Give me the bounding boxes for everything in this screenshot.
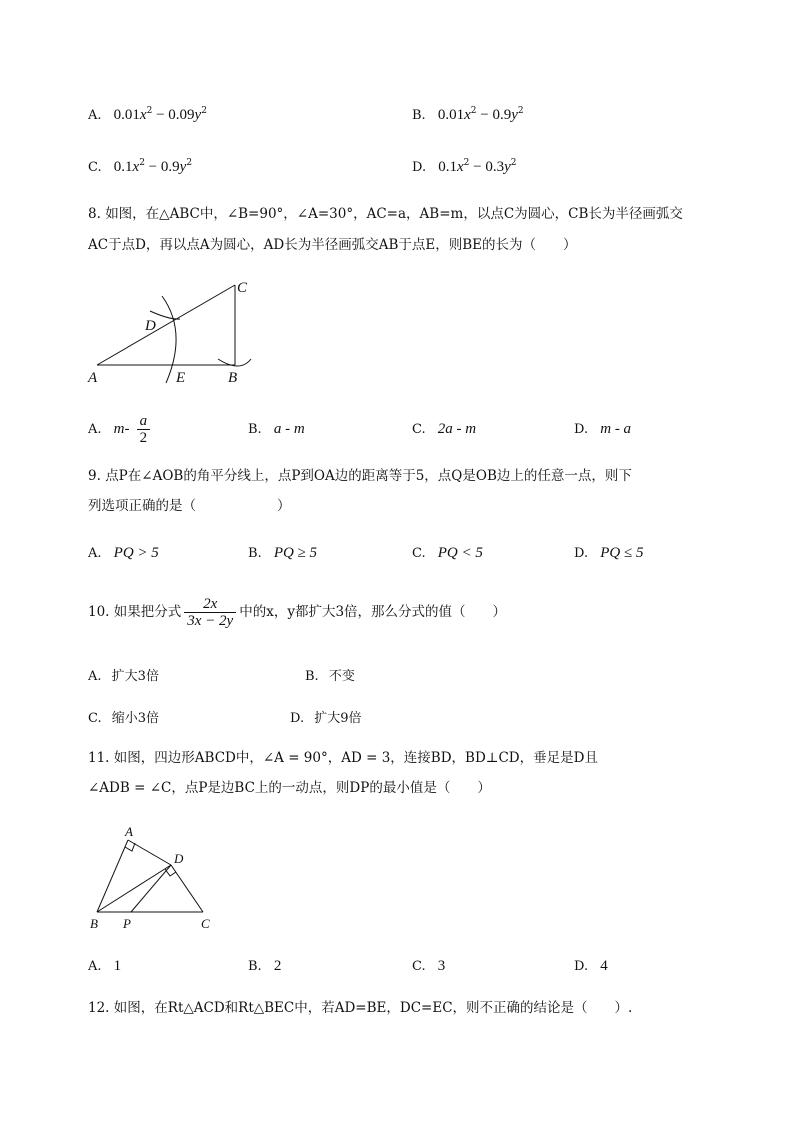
q10-option-b[interactable]: B. 不变 [305, 669, 355, 684]
segment-pd [131, 865, 171, 912]
q8-option-d[interactable]: D. m - a [574, 421, 632, 437]
q12-stem: 12. 如图，在Rt△ACD和Rt△BEC中，若AD=BE，DC=EC，则不正确的结论是（ ）. [88, 1000, 633, 1016]
segment-bd [97, 865, 171, 912]
label-e: E [176, 370, 186, 386]
label-a: A [125, 824, 133, 839]
label-c: C [237, 280, 248, 296]
label-a: A [88, 370, 98, 386]
q11-option-b[interactable]: B. 2 [248, 958, 282, 974]
q10-option-a[interactable]: A. 扩大3倍 [88, 669, 159, 684]
q11-option-c[interactable]: C. 3 [412, 958, 446, 974]
q9-option-b[interactable]: B. PQ ≥ 5 [248, 545, 318, 561]
q7-option-a[interactable]: A. $0.01x^2 - 0.09y^2$ [88, 106, 207, 123]
label-b: B [90, 916, 98, 931]
fraction: $\frac{2x}{3x - 2y}$ [184, 596, 236, 629]
label-d: D [174, 851, 184, 866]
q8-stem-line1: 8. 如图，在△ABC中，∠B=90°，∠A=30°，AC=a，AB=m，以点C为圆心，CB长为半径画弧交 [88, 206, 683, 222]
q8-stem-line2: AC于点D，再以点A为圆心，AD长为半径画弧交AB于点E，则BE的长为（ ） [88, 237, 577, 253]
q9-option-c[interactable]: C. PQ < 5 [412, 545, 483, 561]
q7-option-b[interactable]: B. $0.01x^2 - 0.9y^2$ [412, 106, 524, 123]
q10-stem: 10. 如果把分式 $\frac{2x}{3x - 2y}$ 中的x，y都扩大3倍，那么分式的值（ ） [88, 596, 507, 629]
q8-figure [80, 275, 270, 390]
q10-option-d[interactable]: D. 扩大9倍 [290, 711, 362, 726]
q9-option-a[interactable]: A. PQ > 5 [88, 545, 159, 561]
label-c: C [201, 916, 210, 931]
arc-e [162, 296, 176, 383]
label-d: D [145, 318, 156, 334]
q9-option-d[interactable]: D. PQ ≤ 5 [574, 545, 644, 561]
q7-option-c[interactable]: C. $0.1x^2 - 0.9y^2$ [88, 158, 193, 175]
q11-option-a[interactable]: A. 1 [88, 958, 122, 974]
segment-ba [97, 840, 128, 912]
q10-option-c[interactable]: C. 缩小3倍 [88, 711, 160, 726]
label-b: B [228, 370, 238, 386]
q9-stem-line1: 9. 点P在∠AOB的角平分线上，点P到OA边的距离等于5，点Q是OB边上的任意一点，则下 [88, 468, 632, 484]
q11-option-d[interactable]: D. 4 [574, 958, 608, 974]
q11-stem-line1: 11. 如图，四边形ABCD中，∠A = 90°，AD = 3，连接BD，BD⊥CD，垂足是D且 [88, 750, 598, 766]
label-p: P [123, 916, 131, 931]
segment-ac [97, 285, 235, 365]
q9-stem-line2: 列选项正确的是（ ） [88, 498, 291, 514]
fraction: $\frac{a}{2}$ [137, 413, 151, 446]
q7-option-d[interactable]: D. $0.1x^2 - 0.3y^2$ [412, 158, 517, 175]
q8-option-c[interactable]: C. 2a - m [412, 421, 477, 437]
q11-figure [85, 822, 220, 937]
q11-stem-line2: ∠ADB = ∠C，点P是边BC上的一动点，则DP的最小值是（ ） [88, 780, 491, 796]
q8-option-b[interactable]: B. a - m [248, 421, 305, 437]
q8-option-a[interactable]: A. m- $\frac{a}{2}$ [88, 413, 153, 446]
